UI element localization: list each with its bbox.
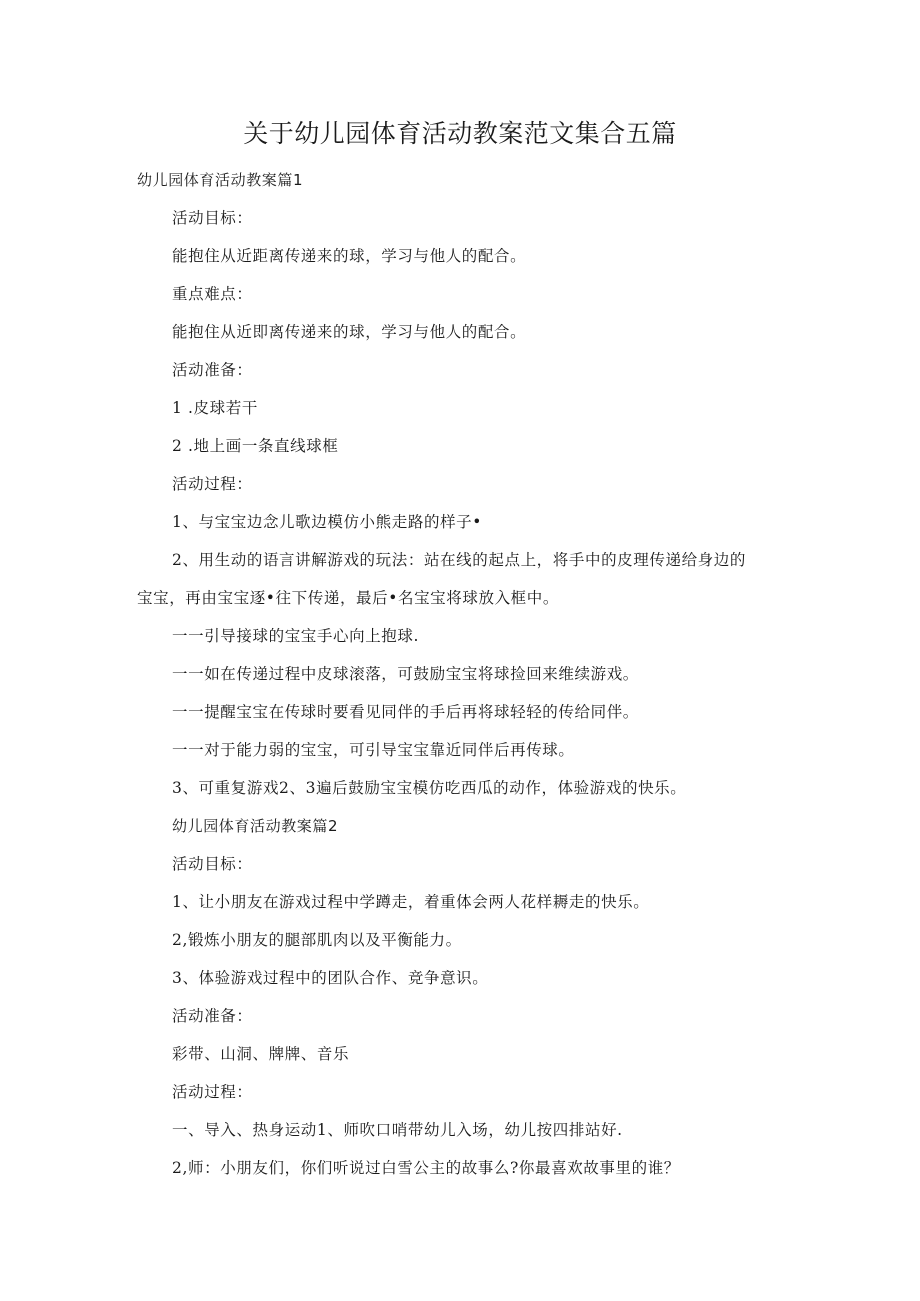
paragraph: 一一如在传递过程中皮球滚落，可鼓励宝宝将球捡回来维续游戏。 bbox=[172, 665, 639, 683]
paragraph: 2 .地上画一条直线球框 bbox=[172, 437, 339, 455]
paragraph: 2,师：小朋友们，你们听说过白雪公主的故事么?你最喜欢故事里的谁？ bbox=[172, 1159, 680, 1177]
document-title: 关于幼儿园体育活动教案范文集合五篇 bbox=[243, 119, 677, 148]
paragraph: 活动准备： bbox=[172, 361, 253, 379]
paragraph: 彩带、山洞、牌牌、音乐 bbox=[172, 1045, 350, 1063]
section-heading: 幼儿园体育活动教案篇2 bbox=[172, 817, 339, 835]
paragraph: 2,锻炼小朋友的腿部肌肉以及平衡能力。 bbox=[172, 931, 462, 949]
paragraph: 活动过程： bbox=[172, 1083, 253, 1101]
paragraph: 1 .皮球若干 bbox=[172, 399, 258, 417]
paragraph: 一、导入、热身运动1、师吹口哨带幼儿入场，幼儿按四排站好. bbox=[172, 1121, 623, 1139]
paragraph: 3、可重复游戏2、3遍后鼓励宝宝模仿吃西瓜的动作，体验游戏的快乐。 bbox=[172, 779, 687, 797]
paragraph: 1、与宝宝边念儿歌边模仿小熊走路的样子• bbox=[172, 513, 483, 531]
paragraph: 2、用生动的语言讲解游戏的玩法：站在线的起点上，将手中的皮理传递给身边的 bbox=[172, 551, 746, 569]
paragraph: 一一提醒宝宝在传球时要看见同伴的手后再将球轻轻的传给同伴。 bbox=[172, 703, 639, 721]
paragraph: 活动准备： bbox=[172, 1007, 253, 1025]
paragraph: 活动目标： bbox=[172, 209, 253, 227]
paragraph: 活动目标： bbox=[172, 855, 253, 873]
paragraph: 能抱住从近即离传递来的球，学习与他人的配合。 bbox=[172, 323, 527, 341]
paragraph: 1、让小朋友在游戏过程中学蹲走，着重体会两人花样耨走的快乐。 bbox=[172, 893, 650, 911]
paragraph: 一一对于能力弱的宝宝，可引导宝宝靠近同伴后再传球。 bbox=[172, 741, 575, 759]
paragraph: 一一引导接球的宝宝手心向上抱球. bbox=[172, 627, 420, 645]
paragraph: 宝宝，再由宝宝逐•往下传递，最后•名宝宝将球放入框中。 bbox=[137, 589, 559, 607]
paragraph: 活动过程： bbox=[172, 475, 253, 493]
paragraph: 3、体验游戏过程中的团队合作、竞争意识。 bbox=[172, 969, 489, 987]
section-heading: 幼儿园体育活动教案篇1 bbox=[137, 171, 304, 189]
paragraph: 能抱住从近距离传递来的球，学习与他人的配合。 bbox=[172, 247, 527, 265]
paragraph: 重点难点： bbox=[172, 285, 253, 303]
